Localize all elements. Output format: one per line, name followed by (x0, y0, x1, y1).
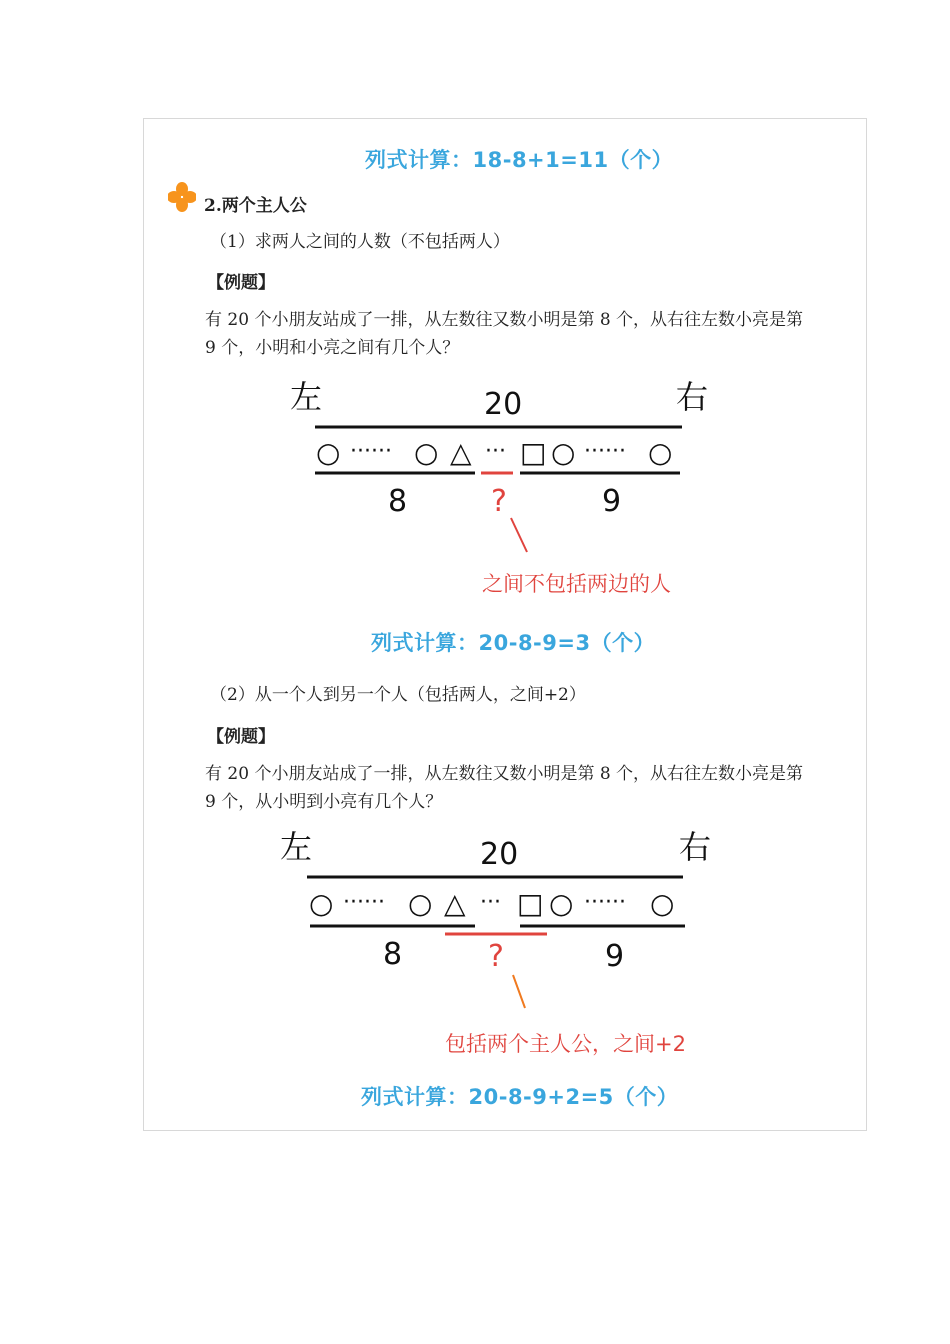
part1-heading: （1）求两人之间的人数（不包括两人） (210, 232, 510, 252)
part1-example-label: 【例题】 (207, 273, 275, 293)
right-label: 右 (679, 828, 712, 866)
diagram-2 (275, 820, 715, 1020)
right-count: 9 (602, 484, 622, 519)
part1-problem-line1: 有 20 个小朋友站成了一排，从左数往又数小明是第 8 个，从右往左数小亮是第 (205, 310, 804, 330)
person-symbol: ○ (549, 887, 574, 920)
ellipsis: ··· (480, 890, 501, 915)
part2-problem-line2: 9 个，从小明到小亮有几个人？ (205, 792, 443, 812)
left-label: 左 (290, 378, 323, 416)
ellipsis: ······ (343, 890, 385, 915)
total-count: 20 (484, 387, 523, 422)
formula-top: 列式计算：18-8+1=11（个） (365, 148, 674, 172)
left-count: 8 (383, 937, 403, 972)
orange-flower-icon (168, 182, 196, 212)
part2-example-label: 【例题】 (207, 727, 275, 747)
xiaoliang-square: □ (520, 436, 547, 469)
xiaoming-triangle: △ (450, 436, 472, 469)
ellipsis: ······ (350, 439, 392, 464)
xiaoliang-square: □ (517, 887, 544, 920)
person-symbol: ○ (650, 887, 675, 920)
part1-problem-line2: 9 个，小明和小亮之间有几个人？ (205, 338, 460, 358)
part2-problem-line1: 有 20 个小朋友站成了一排，从左数往又数小明是第 8 个，从右往左数小亮是第 (205, 764, 804, 784)
left-label: 左 (280, 828, 313, 866)
part1-note: 之间不包括两边的人 (482, 572, 671, 596)
person-symbol: ○ (316, 436, 341, 469)
part2-formula: 列式计算：20-8-9+2=5（个） (361, 1085, 679, 1109)
right-label: 右 (676, 378, 709, 416)
right-count: 9 (605, 939, 625, 974)
part2-heading: （2）从一个人到另一个人（包括两人，之间+2） (210, 685, 586, 705)
xiaoming-triangle: △ (444, 887, 466, 920)
person-symbol: ○ (408, 887, 433, 920)
ellipsis: ··· (485, 439, 506, 464)
left-count: 8 (388, 484, 408, 519)
person-symbol: ○ (414, 436, 439, 469)
ellipsis: ······ (584, 439, 626, 464)
person-symbol: ○ (648, 436, 673, 469)
total-count: 20 (480, 837, 519, 872)
part2-note: 包括两个主人公，之间+2 (445, 1032, 686, 1056)
ellipsis: ······ (584, 890, 626, 915)
question-mark: ? (491, 484, 507, 519)
section-title: 2.两个主人公 (204, 196, 307, 216)
part1-formula: 列式计算：20-8-9=3（个） (371, 631, 656, 655)
person-symbol: ○ (309, 887, 334, 920)
question-mark: ? (488, 939, 504, 974)
annotation-arrow-line (513, 975, 525, 1008)
person-symbol: ○ (551, 436, 576, 469)
annotation-arrow-line (511, 518, 527, 552)
